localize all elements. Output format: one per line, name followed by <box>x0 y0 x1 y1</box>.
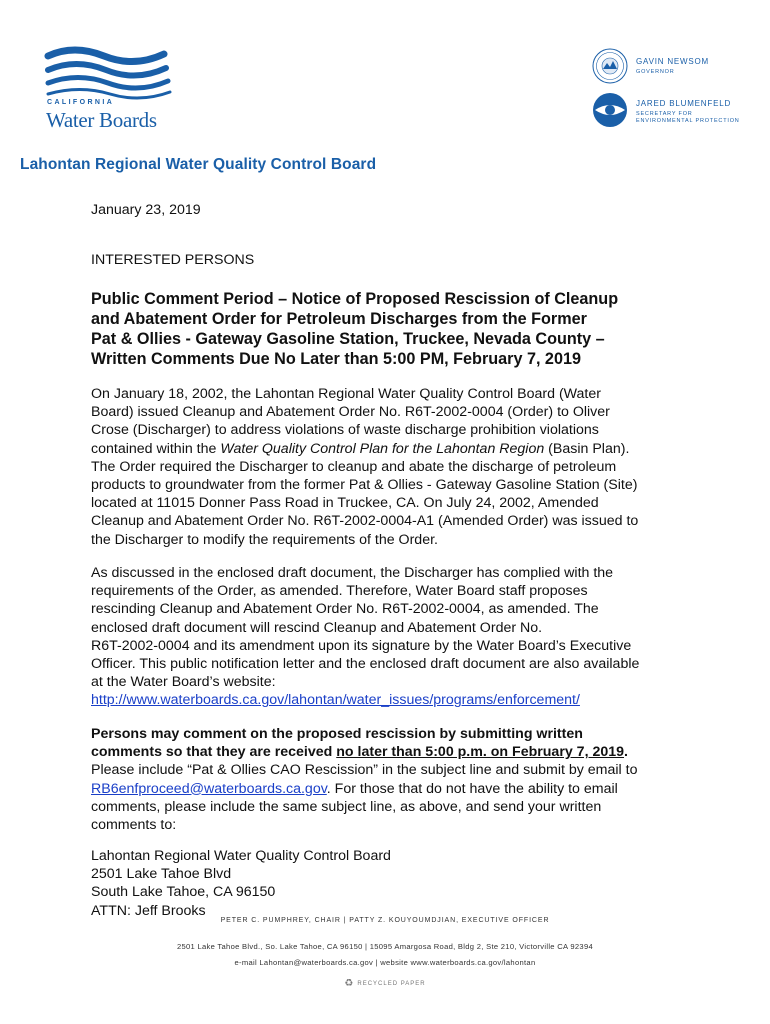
enforcement-website-link[interactable]: http://www.waterboards.ca.gov/lahontan/water_issues/programs/enforcement/ <box>91 692 580 709</box>
secretary-title-line1: SECRETARY FOR <box>636 111 693 117</box>
mailing-address <box>91 847 391 920</box>
footer-address: 2501 Lake Tahoe Blvd., So. Lake Tahoe, CA 96150 | 15095 Amargosa Road, Bldg 2, Ste 210, Victorville CA 92394 <box>176 942 593 951</box>
subject-line: Pat & Ollies - Gateway Gasoline Station, Truckee, Nevada County – <box>91 330 605 348</box>
text-line: enclosed draft document will rescind Cleanup and Abatement Order No. <box>91 619 543 636</box>
bold-text: Persons may comment on the proposed rescission by submitting written <box>91 726 583 742</box>
text-line: comments, please include the same subject line, as above, and send your written <box>91 798 602 815</box>
recycle-icon: ♻ <box>344 978 355 989</box>
text-line: Officer. This public notification letter and the enclosed draft document are also available <box>91 656 640 673</box>
recycled-paper-note <box>0 978 770 989</box>
text-span: (Basin Plan). <box>544 440 630 457</box>
letter-date: January 23, 2019 <box>91 202 201 218</box>
text-line <box>91 691 639 709</box>
bold-text: comments so that they are received <box>91 744 337 761</box>
text-line: The Order required the Discharger to cleanup and abate the discharge of petroleum <box>91 458 617 475</box>
text-line: the Discharger to modify the requirements of the Order. <box>91 531 438 548</box>
text-line: Board) issued Cleanup and Abatement Order No. R6T-2002-0004 (Order) to Oliver <box>91 404 610 421</box>
text-line <box>91 725 637 743</box>
email-link[interactable]: RB6enfproceed@waterboards.ca.gov <box>91 780 327 797</box>
text-line: comments to: <box>91 817 177 834</box>
address-line: South Lake Tahoe, CA 96150 <box>91 884 276 901</box>
subject-line: and Abatement Order for Petroleum Discharges from the Former <box>91 310 587 328</box>
basin-plan-title: Water Quality Control Plan for the Lahontan Region <box>220 440 545 457</box>
calepa-logo-icon <box>592 92 628 128</box>
text-line <box>91 440 638 458</box>
subject-line: Written Comments Due No Later than 5:00 PM, February 7, 2019 <box>91 350 581 368</box>
text-line: R6T-2002-0004 and its amendment upon its signature by the Water Board’s Executive <box>91 637 632 654</box>
logo-state-label: CALIFORNIA <box>47 99 115 106</box>
secretary-name: JARED BLUMENFELD <box>636 99 732 108</box>
text-line: products to groundwater from the former Pat & Ollies - Gateway Gasoline Station (Site) <box>91 477 638 494</box>
text-line: Crose (Discharger) to address violations of waste discharge prohibition violations <box>91 422 599 439</box>
subject-line: Public Comment Period – Notice of Proposed Rescission of Cleanup <box>91 290 619 308</box>
text-line <box>91 780 637 798</box>
footer-contact: e-mail Lahontan@waterboards.ca.gov | website www.waterboards.ca.gov/lahontan <box>234 958 536 967</box>
governor-name: GAVIN NEWSOM <box>636 57 710 66</box>
text-line: Please include “Pat & Ollies CAO Rescission” in the subject line and submit by email to <box>91 762 638 779</box>
subject-heading <box>91 289 618 369</box>
text-span: contained within the <box>91 440 221 457</box>
logo-wordmark: Water Boards <box>46 108 157 132</box>
bold-text: . <box>624 744 628 761</box>
text-line: located at 11015 Donner Pass Road in Truckee, CA. On July 24, 2002, Amended <box>91 495 599 512</box>
text-line <box>91 743 637 761</box>
text-line: As discussed in the enclosed draft document, the Discharger has complied with the <box>91 565 614 581</box>
text-line: rescinding Cleanup and Abatement Order No. R6T-2002-0004, as amended. The <box>91 601 599 618</box>
text-line: requirements of the Order, as amended. Therefore, Water Board staff proposes <box>91 583 588 600</box>
salutation: INTERESTED PERSONS <box>91 252 255 268</box>
paragraph-comment-instructions <box>91 725 637 834</box>
secretary-title-line2: ENVIRONMENTAL PROTECTION <box>636 118 740 124</box>
paragraph-rescission <box>91 564 639 710</box>
recycled-label: RECYCLED PAPER <box>357 981 426 988</box>
address-line: 2501 Lake Tahoe Blvd <box>91 866 232 883</box>
state-seal-icon <box>592 48 628 84</box>
address-line: Lahontan Regional Water Quality Control Board <box>91 848 391 864</box>
text-line: at the Water Board’s website: <box>91 674 276 691</box>
text-line: On January 18, 2002, the Lahontan Regional Water Quality Control Board (Water <box>91 386 601 402</box>
board-name-heading: Lahontan Regional Water Quality Control Board <box>20 156 377 173</box>
paragraph-background <box>91 385 638 549</box>
deadline-text: no later than 5:00 p.m. on February 7, 2019 <box>336 744 625 761</box>
text-line: Cleanup and Abatement Order No. R6T-2002-0004-A1 (Amended Order) was issued to <box>91 513 639 530</box>
text-span: . For those that do not have the ability to email <box>326 780 618 797</box>
address-line: ATTN: Jeff Brooks <box>91 902 206 919</box>
footer-officers: PETER C. PUMPHREY, CHAIR | PATTY Z. KOUYOUMDJIAN, EXECUTIVE OFFICER <box>220 917 550 924</box>
governor-title: GOVERNOR <box>636 69 675 75</box>
